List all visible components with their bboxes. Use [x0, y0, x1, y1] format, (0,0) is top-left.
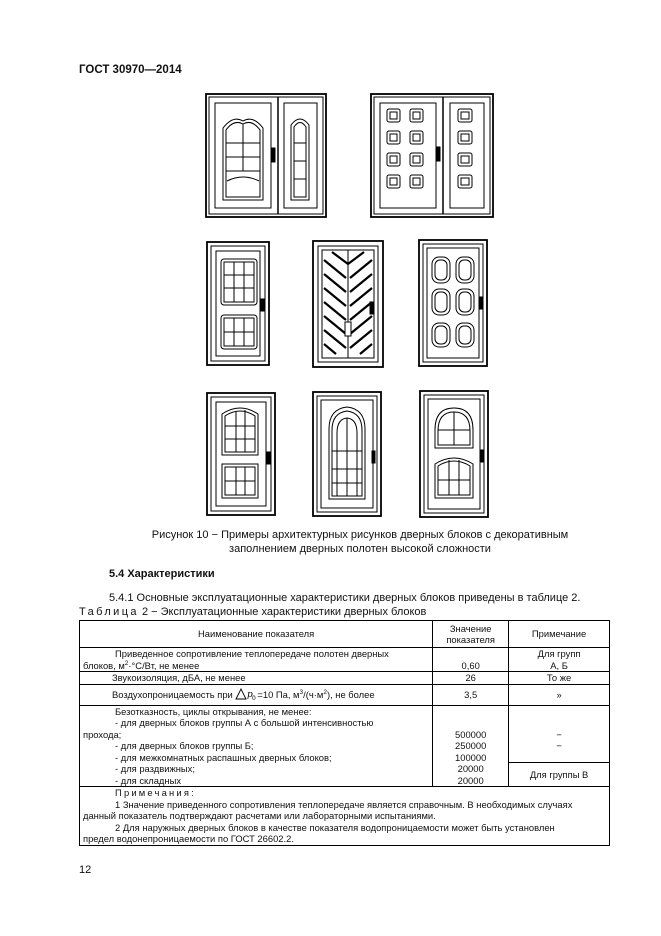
svg-text:0: 0 — [252, 695, 257, 701]
row4-item2: - для дверных блоков группы Б; — [115, 740, 254, 751]
row3-note: » — [509, 684, 610, 705]
row1-name-l2 — [83, 660, 429, 672]
table-notes-row — [80, 787, 610, 846]
door-drawing-2 — [370, 93, 494, 218]
table-header-row — [80, 621, 610, 648]
row1-sup: 2 — [124, 659, 129, 667]
row2-note: То же — [509, 672, 610, 685]
note1-l1: 1 Значение приведенного сопротивления теплопередаче является справочным. В необходимых случаях — [115, 798, 573, 810]
document-header: ГОСТ 30970—2014 — [79, 64, 182, 76]
row1-note — [509, 648, 610, 672]
delta-p0-symbol — [235, 688, 257, 700]
row3-sup1: 3 — [299, 689, 304, 697]
row4-item1-l1: - для дверных блоков группы А с большой интенсивностью — [115, 717, 374, 728]
table-row — [80, 684, 610, 705]
row4-name — [80, 705, 433, 787]
row4-n2: − — [556, 740, 562, 751]
row4-v3: 100000 — [455, 751, 487, 763]
row3-value: 3,5 — [433, 684, 509, 705]
row3-name-a: Воздухопроницаемость при — [112, 689, 233, 701]
row4-note-b: Для группы В — [509, 762, 610, 787]
table-row — [80, 672, 610, 685]
row3-name-d: ), не более — [326, 689, 375, 701]
row4-values — [433, 705, 509, 787]
door-drawing-3 — [206, 241, 270, 366]
note2-l1: 2 Для наружных дверных блоков в качестве показателя водопроницаемости может быть установлен — [115, 821, 555, 833]
header-value-l1: Значение — [449, 622, 492, 634]
door-drawing-7 — [312, 391, 382, 517]
row4-item5: - для складных — [115, 774, 182, 786]
row4-v2: 250000 — [455, 740, 487, 751]
door-drawing-4 — [312, 240, 384, 368]
row4-note-a — [509, 705, 610, 762]
row4-n1: − — [556, 728, 562, 740]
note1-l2: данный показатель подтверждают расчетами или лабораторными испытаниями. — [83, 810, 436, 821]
table-caption-text: 2 − Эксплуатационные характеристики дверных блоков — [142, 606, 427, 618]
row4-v5: 20000 — [457, 774, 484, 786]
note2-l2: предел водонепроницаемости по ГОСТ 26602.2. — [83, 833, 294, 844]
table-row — [80, 705, 610, 762]
notes-title: Примечания: — [115, 787, 196, 798]
row4-v1: 500000 — [455, 728, 487, 740]
row1-note-l1: Для групп — [537, 648, 581, 659]
header-value — [433, 621, 509, 648]
row1-value: 0,60 — [433, 648, 509, 672]
table-row — [80, 648, 610, 672]
row3-sup2: 2 — [323, 689, 327, 697]
row3-name-c: /(ч·м — [303, 689, 324, 701]
svg-text:p: p — [247, 690, 254, 701]
section-paragraph: 5.4.1 Основные эксплуатационные характеристики дверных блоков приведены в таблице 2. — [109, 592, 581, 604]
row4-item1-l2: прохода; — [83, 728, 122, 740]
header-name: Наименование показателя — [80, 621, 433, 648]
table-notes — [80, 787, 610, 846]
row1-name — [80, 648, 433, 672]
door-drawing-8 — [419, 390, 489, 518]
row3-name-b: =10 Па, м — [257, 689, 300, 701]
door-drawing-6 — [206, 392, 276, 516]
row1-note-l2: А, Б — [550, 659, 568, 671]
table-caption — [79, 606, 426, 618]
row1-name-l1: Приведенное сопротивление теплопередаче полотен дверных — [115, 648, 389, 659]
row4-item3: - для межкомнатных распашных дверных блоков; — [115, 751, 332, 763]
table-caption-prefix: Таблица — [79, 606, 139, 618]
row2-name: Звукоизоляция, дБА, не менее — [80, 672, 433, 685]
figure-caption-line2: заполнением дверных полотен высокой сложности — [229, 543, 491, 555]
page-number: 12 — [79, 864, 92, 876]
row4-item4: - для раздвижных; — [115, 763, 195, 774]
figure-caption — [100, 528, 620, 556]
row3-name — [80, 684, 433, 705]
row4-head: Безотказность, циклы открывания, не менее: — [115, 705, 312, 717]
figure-caption-line1: Рисунок 10 − Примеры архитектурных рисунков дверных блоков с декоративным — [151, 529, 569, 541]
row1-name-l2a: блоков, м — [83, 659, 125, 671]
row1-name-l2b: ·°С/Вт, не менее — [128, 659, 200, 671]
row2-value: 26 — [433, 672, 509, 685]
header-note: Примечание — [509, 621, 610, 648]
section-title: 5.4 Характеристики — [109, 568, 215, 580]
door-drawing-1 — [205, 93, 327, 218]
door-drawing-5 — [418, 239, 488, 367]
row4-v4: 20000 — [457, 763, 484, 774]
header-value-l2: показателя — [446, 634, 495, 645]
characteristics-table — [79, 620, 610, 846]
